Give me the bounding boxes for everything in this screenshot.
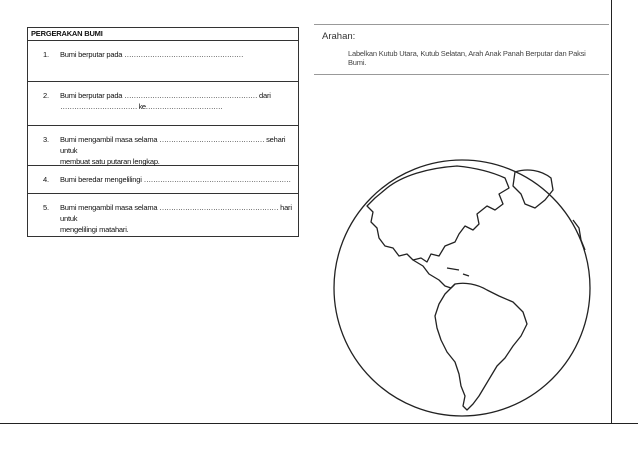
- answer-blank[interactable]: ………………………………………: [159, 135, 265, 144]
- answer-blank[interactable]: ……………………………………………: [124, 50, 244, 59]
- question-number: 3.: [43, 135, 49, 144]
- instructions-title: Arahan:: [322, 31, 356, 42]
- question-number: 1.: [43, 50, 49, 59]
- page-frame-right: [611, 0, 612, 423]
- answer-blank[interactable]: ………………………………………………………: [143, 175, 291, 184]
- question-row-1: [28, 41, 298, 82]
- instructions-text: Labelkan Kutub Utara, Kutub Selatan, Arah Anak Panah Berputar dan Paksi Bumi.: [348, 49, 586, 67]
- answer-blank[interactable]: ……………………………………………: [159, 203, 279, 212]
- question-number: 2.: [43, 91, 49, 100]
- question-text-end: dari: [257, 91, 271, 100]
- question-text: [60, 174, 292, 185]
- answer-blank-line[interactable]: …………………………… ke……………………………: [60, 102, 223, 111]
- question-text-start: Bumi mengambil masa selama: [60, 203, 160, 212]
- question-text-line2: mengelilingi matahari.: [60, 225, 129, 234]
- earth-globe-americas-icon[interactable]: [327, 158, 597, 418]
- questions-table: [27, 27, 299, 237]
- question-text: [60, 202, 292, 224]
- question-row-2: [28, 82, 298, 126]
- instructions-box: [314, 24, 609, 75]
- question-text-start: Bumi mengambil masa selama: [60, 135, 160, 144]
- question-text-end: sehari untuk: [60, 135, 286, 155]
- question-number: 5.: [43, 203, 49, 212]
- question-text: [60, 90, 292, 101]
- question-number: 4.: [43, 175, 49, 184]
- question-text-start: Bumi berputar pada: [60, 91, 125, 100]
- greenland-outline: [513, 170, 553, 208]
- table-title: PERGERAKAN BUMI: [28, 28, 298, 41]
- question-row-5: [28, 194, 298, 236]
- south-america-outline: [435, 283, 527, 410]
- question-text-end: hari untuk: [60, 203, 292, 223]
- question-text-start: Bumi beredar mengelilingi: [60, 175, 144, 184]
- north-america-outline: [367, 166, 509, 262]
- question-row-4: [28, 166, 298, 194]
- globe-outline: [334, 160, 590, 416]
- question-text-line2: membuat satu putaran lengkap.: [60, 157, 160, 166]
- answer-blank[interactable]: …………………………………………………: [124, 91, 258, 100]
- page-frame-bottom: [0, 423, 638, 424]
- question-text: [60, 49, 292, 60]
- question-text-start: Bumi berputar pada: [60, 50, 125, 59]
- question-row-3: [28, 126, 298, 166]
- caribbean-islands: [447, 268, 469, 276]
- question-text: [60, 134, 292, 156]
- central-america-outline: [413, 260, 455, 288]
